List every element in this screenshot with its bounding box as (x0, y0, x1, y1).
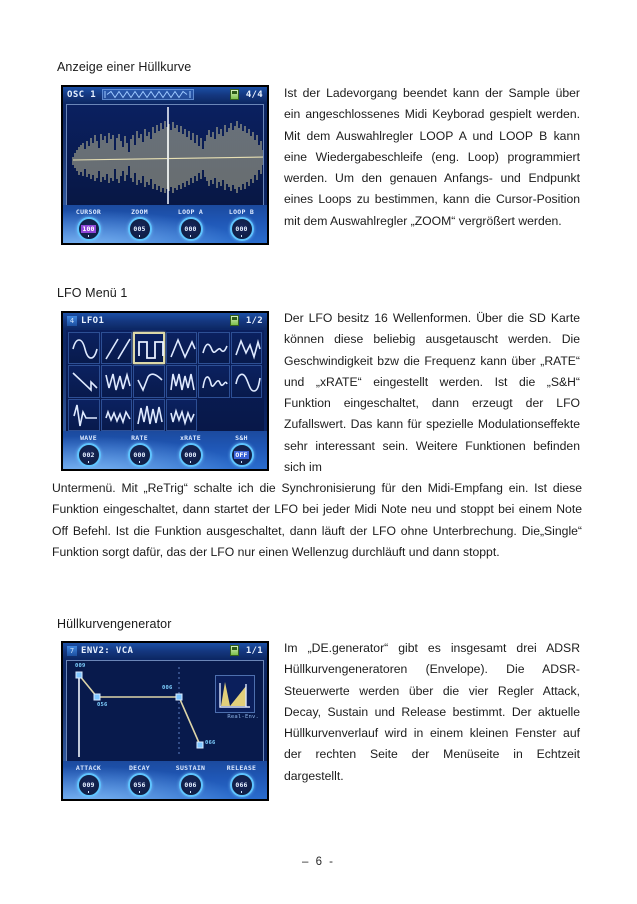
knob-attack-dial[interactable] (77, 773, 101, 797)
lfo1-slot-badge: 4 (67, 316, 77, 326)
save-disk-icon[interactable] (230, 315, 239, 326)
real-envelope-caption: Real-Env. (227, 714, 259, 720)
knob-sustain-dial[interactable] (179, 773, 203, 797)
env2-page-indicator: 1/1 (245, 645, 263, 656)
waveform-cell-10[interactable] (198, 365, 230, 397)
knob-sample-and-hold[interactable] (216, 431, 267, 469)
knob-rate-label: RATE (131, 433, 148, 442)
knob-zoom-label: ZOOM (131, 207, 148, 216)
section-text-lfo (284, 308, 580, 478)
device-screenshot-lfo1 (61, 311, 269, 471)
knob-rate[interactable] (114, 431, 165, 469)
knob-xrate-value: 000 (184, 450, 197, 459)
knob-loop-b-value: 000 (235, 224, 248, 233)
knob-loop-b[interactable] (216, 205, 267, 243)
lfo1-titlebar (63, 313, 267, 328)
knob-cursor-dial[interactable] (77, 217, 101, 241)
knob-release-value: 066 (235, 780, 248, 789)
lfo1-screen (63, 313, 267, 469)
knob-xrate-label: xRATE (179, 433, 202, 442)
knob-sample-and-hold-label: S&H (235, 433, 248, 442)
waveform-grid (68, 332, 262, 431)
waveform-scrollbar[interactable] (102, 89, 194, 100)
env-point-label-release: 066 (205, 740, 216, 746)
device-screenshot-env2 (61, 641, 269, 801)
paragraph-envelope-display: Ist der Ladevorgang beendet kann der Sample über ein angeschlossenes Midi Keyborad gespielt werden. Mit dem Auswahlregler LOOP A und LOOP B kann eine Wiedergabeschleife (eng. Loop) programmiert werden. Um den genauen Anfangs- und Endpunkt eines Loops zu bestimmen, kann die Cursor-Position mit dem Auswahlregler „ZOOM“ vergrößert werden. (284, 86, 580, 228)
page-number-footer: – 6 - (301, 856, 335, 868)
save-disk-icon[interactable] (230, 645, 239, 656)
knob-sustain-value: 006 (184, 780, 197, 789)
waveform-cell-1[interactable] (101, 332, 133, 364)
knob-attack-value: 009 (82, 780, 95, 789)
device-screenshot-osc1 (61, 85, 269, 245)
knob-wave-value: 002 (82, 450, 95, 459)
waveform-cell-9[interactable] (166, 365, 198, 397)
env2-titlebar (63, 643, 267, 658)
env-point-label-decay: 056 (97, 702, 108, 708)
waveform-cell-13[interactable] (101, 399, 133, 431)
paragraph-lfo: Der LFO besitz 16 Wellenformen. Über die SD Karte können diese beliebig ausgetauscht werden. Die Geschwindigkeit bzw die Frequenz kann über „RATE“ und „xRATE“ eingestellt werden. Ist die „S&H“ Funktion eingeschaltet, dann erzeugt der LFO Zufallswert. Das kann für spezielle Modulationseffekte sehr interessant sein. Weitere Funktionen befinden sich im (284, 311, 580, 475)
knob-wave-dial[interactable] (77, 443, 101, 467)
waveform-cell-4[interactable] (198, 332, 230, 364)
real-envelope-thumbnail (215, 675, 255, 713)
knob-xrate-dial[interactable] (179, 443, 203, 467)
save-disk-icon[interactable] (230, 89, 239, 100)
waveform-cell-empty-1 (198, 399, 230, 431)
section-heading-envelope-display: Anzeige einer Hüllkurve (57, 60, 192, 74)
osc1-title: OSC 1 (67, 89, 97, 100)
waveform-cell-15[interactable] (166, 399, 198, 431)
lfo1-knob-strip (63, 431, 267, 469)
knob-zoom-value: 005 (133, 224, 146, 233)
lfo1-waveform-grid-display[interactable] (66, 330, 264, 433)
waveform-cell-empty-2 (231, 399, 263, 431)
knob-release-label: RELEASE (226, 763, 257, 772)
env2-slot-badge: 7 (67, 646, 77, 656)
osc1-waveform-display[interactable] (66, 104, 264, 207)
env-point-label-attack: 009 (75, 663, 86, 669)
knob-loop-b-label: LOOP B (228, 207, 255, 216)
waveform-cell-7[interactable] (101, 365, 133, 397)
knob-release[interactable] (216, 761, 267, 799)
knob-cursor-label: CURSOR (75, 207, 102, 216)
waveform-cell-11[interactable] (231, 365, 263, 397)
knob-sustain-label: SUSTAIN (175, 763, 206, 772)
section-heading-envelope-generator: Hüllkurvengenerator (57, 617, 172, 631)
osc1-screen (63, 87, 267, 243)
knob-loop-a-label: LOOP A (177, 207, 204, 216)
waveform-cell-5[interactable] (231, 332, 263, 364)
knob-decay-label: DECAY (128, 763, 151, 772)
waveform-cell-2[interactable] (133, 332, 165, 364)
paragraph-lfo-continued: Untermenü. Mit „ReTrig“ schalte ich die Synchronisierung für den Midi-Empfang ein. Ist diese Funktion eingeschaltet, dann startet der LFO bei jeder Midi Note neu und stoppt bei einem Note Off Befehl. Ist die Funktion ausgeschaltet, dann läuft der LFO ohne Unterbrechung. Die„Single“ Funktion sorgt dafür, das der LFO nur einen Wellenzug durchläuft und dann stoppt. (52, 481, 582, 559)
knob-attack-label: ATTACK (75, 763, 102, 772)
section-heading-lfo-menu: LFO Menü 1 (57, 286, 128, 300)
osc1-knob-strip (63, 205, 267, 243)
waveform-cell-14[interactable] (133, 399, 165, 431)
knob-sustain[interactable] (165, 761, 216, 799)
env-point-label-sustain: 006 (162, 685, 173, 691)
knob-sample-and-hold-dial[interactable] (230, 443, 254, 467)
knob-loop-b-dial[interactable] (230, 217, 254, 241)
knob-loop-a-value: 000 (184, 224, 197, 233)
lfo1-title: LFO1 (81, 315, 105, 326)
knob-sample-and-hold-value: OFF (235, 450, 248, 459)
knob-decay-value: 056 (133, 780, 146, 789)
section-text-lfo-continued (52, 478, 582, 563)
knob-cursor[interactable] (63, 205, 114, 243)
lfo1-page-indicator: 1/2 (245, 315, 263, 326)
knob-wave[interactable] (63, 431, 114, 469)
knob-cursor-value: 100 (82, 224, 95, 233)
osc1-page-indicator: 4/4 (245, 89, 263, 100)
section-text-envelope-generator (284, 638, 580, 787)
waveform-cell-12[interactable] (68, 399, 100, 431)
env2-screen (63, 643, 267, 799)
knob-loop-a[interactable] (165, 205, 216, 243)
knob-decay-dial[interactable] (128, 773, 152, 797)
knob-release-dial[interactable] (230, 773, 254, 797)
waveform-cell-6[interactable] (68, 365, 100, 397)
sample-waveform (67, 105, 264, 206)
knob-zoom-dial[interactable] (128, 217, 152, 241)
knob-zoom[interactable] (114, 205, 165, 243)
waveform-cell-3[interactable] (166, 332, 198, 364)
env2-knob-strip (63, 761, 267, 799)
knob-xrate[interactable] (165, 431, 216, 469)
knob-loop-a-dial[interactable] (179, 217, 203, 241)
knob-decay[interactable] (114, 761, 165, 799)
knob-rate-value: 000 (133, 450, 146, 459)
env2-title: ENV2: VCA (81, 645, 134, 656)
knob-rate-dial[interactable] (128, 443, 152, 467)
waveform-cell-8[interactable] (133, 365, 165, 397)
knob-wave-label: WAVE (80, 433, 97, 442)
waveform-cell-0[interactable] (68, 332, 100, 364)
paragraph-envelope-generator: Im „DE.generator“ gibt es insgesamt drei ADSR Hüllkurvengeneratoren (Envelope). Die ADSR-Steuerwerte werden über die vier Regler Attack, Decay, Sustain und Release bestimmt. Der aktuelle Hüllkurvenverlauf wird in einem kleinen Fenster auf der rechten Seite der Menüseite in Echtzeit dargestellt. (284, 641, 580, 783)
osc1-titlebar (63, 87, 267, 102)
section-text-envelope-display (284, 83, 580, 232)
env2-adsr-graph-display[interactable] (66, 660, 264, 763)
knob-attack[interactable] (63, 761, 114, 799)
